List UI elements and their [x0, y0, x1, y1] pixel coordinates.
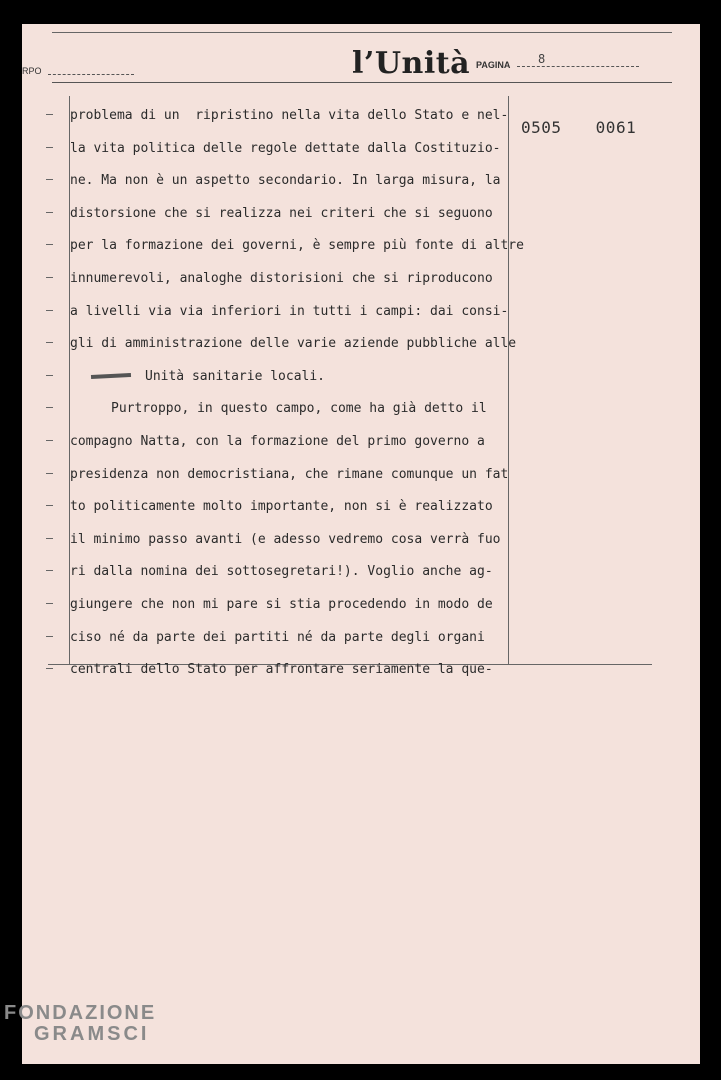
text-line-content: gli di amministrazione delle varie aziende pubbliche alle [70, 336, 517, 352]
text-line-content: la vita politica delle regole dettate dalla Costituzio- [70, 140, 501, 156]
text-line [70, 263, 540, 296]
margin-tick [46, 114, 53, 115]
text-line [70, 361, 540, 394]
text-line [70, 459, 540, 492]
document-sheet [22, 24, 700, 1064]
margin-tick [46, 244, 53, 245]
text-line [70, 198, 540, 231]
text-line-content: centrali dello Stato per affrontare seriamente la que- [70, 662, 493, 678]
text-line-content: compagno Natta, con la formazione del primo governo a [70, 433, 485, 449]
text-line [70, 622, 540, 655]
text-line [70, 654, 540, 687]
margin-tick [46, 147, 53, 148]
text-line [70, 100, 540, 133]
margin-tick [46, 636, 53, 637]
margin-tick [46, 505, 53, 506]
text-line-content: to politicamente molto importante, non si è realizzato [70, 499, 493, 515]
text-line-content: presidenza non democristiana, che rimane comunque un fat [70, 466, 509, 482]
typed-text-body [70, 100, 540, 687]
text-line [70, 393, 540, 426]
text-line [70, 556, 540, 589]
rpo-label: RPO [22, 66, 42, 76]
text-line [70, 426, 540, 459]
text-line-content: giungere che non mi pare si stia procedendo in modo de [70, 596, 493, 612]
watermark-line-1: FONDAZIONE [4, 1002, 157, 1024]
text-line [70, 230, 540, 263]
text-line [70, 328, 540, 361]
margin-tick [46, 342, 53, 343]
masthead-title: l’Unità [352, 46, 471, 81]
margin-tick [46, 375, 53, 376]
margin-tick [46, 538, 53, 539]
text-line-content: Unità sanitarie locali. [145, 368, 326, 384]
text-line-content: Purtroppo, in questo campo, come ha già detto il [111, 401, 487, 417]
text-line-content: ri dalla nomina dei sottosegretari!). Voglio anche ag- [70, 564, 493, 580]
text-line-content: ne. Ma non è un aspetto secondario. In larga misura, la [70, 173, 501, 189]
margin-tick [46, 603, 53, 604]
code-1: 0505 [521, 118, 562, 137]
code-2: 0061 [595, 118, 637, 137]
text-line-content: a livelli via via inferiori in tutti i campi: dai consi- [70, 303, 509, 319]
text-line [70, 491, 540, 524]
text-line-content: distorsione che si realizza nei criteri che si seguono [70, 205, 493, 221]
margin-tick [46, 440, 53, 441]
margin-tick [46, 570, 53, 571]
handwritten-strike-mark [91, 373, 131, 379]
header-rule [52, 82, 672, 83]
text-line [70, 165, 540, 198]
document-codes [521, 118, 660, 137]
margin-tick [46, 407, 53, 408]
text-line [70, 133, 540, 166]
text-line-content: per la formazione dei governi, è sempre più fonte di altre [70, 238, 524, 254]
top-rule [52, 32, 672, 33]
margin-tick [46, 212, 53, 213]
fondazione-gramsci-watermark [4, 1002, 156, 1046]
margin-tick [46, 179, 53, 180]
text-line [70, 524, 540, 557]
pagina-number: 8 [538, 52, 546, 66]
rpo-dashes [48, 74, 134, 75]
margin-tick [46, 277, 53, 278]
text-line [70, 589, 540, 622]
pagina-dashes [517, 66, 639, 67]
watermark-line-2: GRAMSCI [34, 1023, 150, 1045]
margin-tick [46, 473, 53, 474]
text-line-content: innumerevoli, analoghe distorisioni che si riproducono [70, 270, 493, 286]
margin-tick [46, 310, 53, 311]
text-line-content: il minimo passo avanti (e adesso vedremo cosa verrà fuo [70, 531, 501, 547]
text-line-content: problema di un ripristino nella vita dello Stato e nel- [70, 108, 509, 123]
margin-tick [46, 668, 53, 669]
text-line [70, 296, 540, 329]
pagina-label: PAGINA [476, 60, 511, 70]
text-line-content: ciso né da parte dei partiti né da parte degli organi [70, 629, 485, 645]
